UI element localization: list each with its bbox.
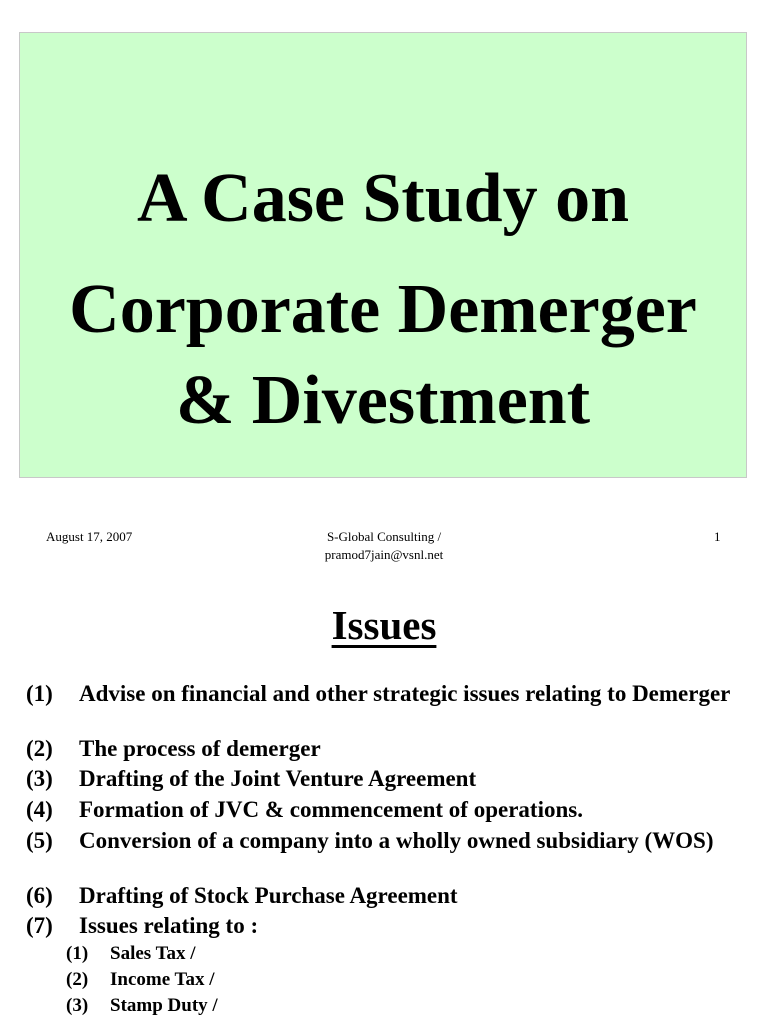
sub-issue-item-3 xyxy=(66,994,218,1018)
sub-issue-text: Stamp Duty / xyxy=(110,995,218,1016)
issue-number: (6) xyxy=(26,883,53,908)
issue-item-5 xyxy=(26,828,739,853)
sub-issue-text: Sales Tax / xyxy=(110,943,196,964)
footer-page-number: 1 xyxy=(714,529,721,544)
sub-issue-number: (3) xyxy=(66,995,89,1016)
issue-item-4 xyxy=(26,797,739,822)
issue-number: (5) xyxy=(26,828,53,853)
issue-text: Drafting of the Joint Venture Agreement xyxy=(79,766,477,791)
issue-text: Formation of JVC & commencement of operations. xyxy=(79,797,583,822)
sub-issue-text: Income Tax / xyxy=(110,969,215,990)
issue-item-1 xyxy=(26,681,739,706)
issue-text: Issues relating to : xyxy=(79,913,259,938)
issue-text: Advise on financial and other strategic issues relating to Demerger xyxy=(79,681,731,706)
issue-number: (2) xyxy=(26,736,53,761)
slide-title-line-2: Corporate Demerger xyxy=(69,271,697,348)
slide-title-line-3: & Divestment xyxy=(175,362,591,439)
issue-text: The process of demerger xyxy=(79,736,321,761)
footer-company-name: S-Global Consulting / xyxy=(326,529,442,544)
issue-text: Drafting of Stock Purchase Agreement xyxy=(79,883,458,908)
issue-item-3 xyxy=(26,766,739,791)
issue-item-7 xyxy=(26,913,739,938)
footer-email: pramod7jain@vsnl.net xyxy=(324,547,444,562)
sub-issue-number: (1) xyxy=(66,943,89,964)
issue-number: (4) xyxy=(26,797,53,822)
issues-heading: Issues xyxy=(331,602,437,648)
sub-issue-item-1 xyxy=(66,942,196,966)
footer-date: August 17, 2007 xyxy=(46,529,133,544)
issue-text: Conversion of a company into a wholly owned subsidiary (WOS) xyxy=(79,828,714,853)
issue-item-6 xyxy=(26,883,739,908)
issue-number: (3) xyxy=(26,766,53,791)
issue-item-2 xyxy=(26,736,739,761)
footer-company xyxy=(234,528,534,564)
title-slide-box xyxy=(19,32,747,478)
sub-issue-item-2 xyxy=(66,968,215,992)
issue-number: (7) xyxy=(26,913,53,938)
issue-number: (1) xyxy=(26,681,53,706)
slide-title-line-1: A Case Study on xyxy=(136,160,630,237)
sub-issue-number: (2) xyxy=(66,969,89,990)
